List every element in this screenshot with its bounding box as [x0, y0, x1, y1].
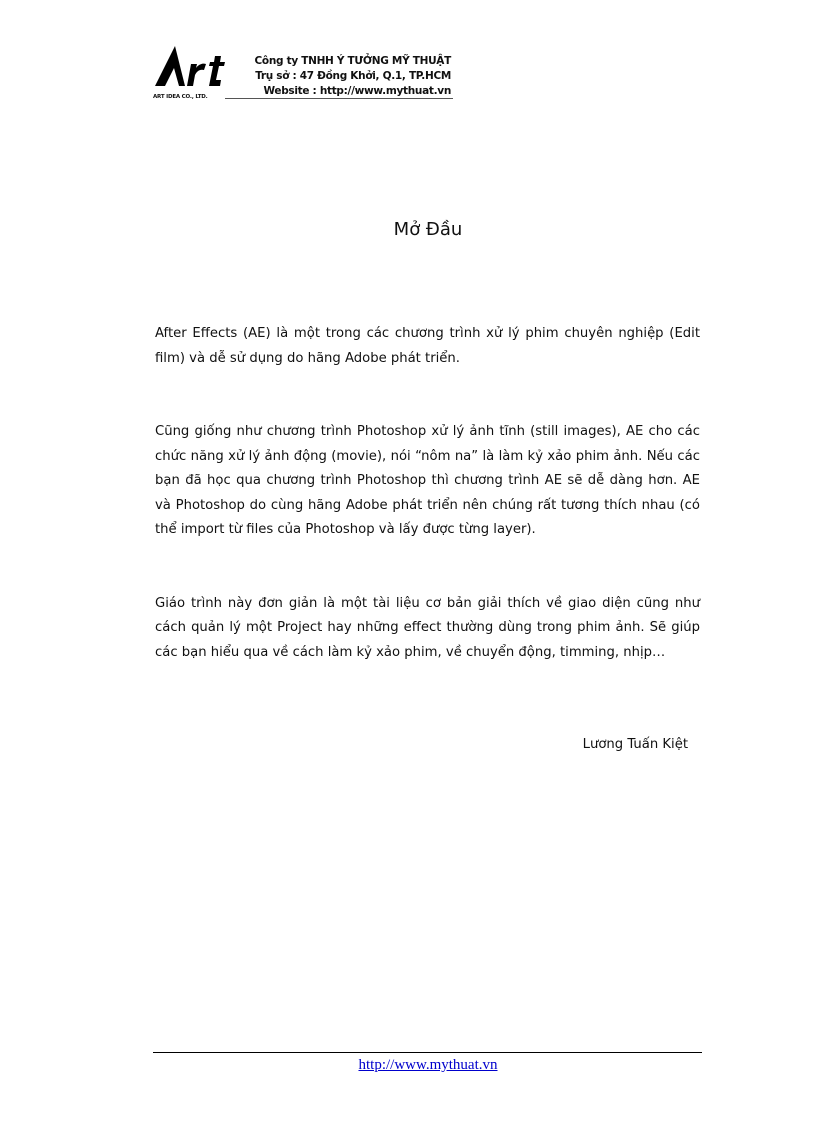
footer-website-link[interactable]: http://www.mythuat.vn [358, 1057, 498, 1073]
paragraph: Cũng giống như chương trình Photoshop xử lý ảnh tĩnh (still images), AE cho các chức năng xử lý ảnh động (movie), nói “nôm na” là làm kỷ xảo phim ảnh. Nếu các bạn đã học qua chương trình Photoshop thì chương trình AE sẽ dễ dàng hơn. AE và Photoshop do cùng hãng Adobe phát triển nên chúng rất tương thích nhau (có thể import từ files của Photoshop và lấy được từng layer). [155, 424, 700, 537]
logo-caption: ART IDEA CO., LTD. [153, 94, 208, 100]
page-header [153, 44, 453, 102]
footer-divider [153, 1052, 702, 1053]
art-idea-logo-icon [153, 44, 233, 100]
company-name: Công ty TNHH Ý TƯỞNG MỸ THUẬT [254, 55, 451, 67]
body-text [155, 322, 700, 714]
company-info [243, 54, 451, 99]
company-website: Website : http://www.mythuat.vn [263, 85, 451, 97]
paragraph: Giáo trình này đơn giản là một tài liệu cơ bản giải thích về giao diện cũng như cách quản lý một Project hay những effect thường dùng trong phim ảnh. Sẽ giúp các bạn hiểu qua về cách làm kỷ xảo phim, về chuyển động, timming, nhịp… [155, 595, 700, 660]
company-address: Trụ sở : 47 Đồng Khởi, Q.1, TP.HCM [255, 70, 451, 82]
header-divider [225, 98, 453, 99]
paragraph: After Effects (AE) là một trong các chương trình xử lý phim chuyên nghiệp (Edit film) và dễ sử dụng do hãng Adobe phát triển. [155, 326, 700, 366]
author-signature: Lương Tuấn Kiệt [582, 737, 688, 752]
page-title: Mở Đầu [393, 219, 463, 240]
